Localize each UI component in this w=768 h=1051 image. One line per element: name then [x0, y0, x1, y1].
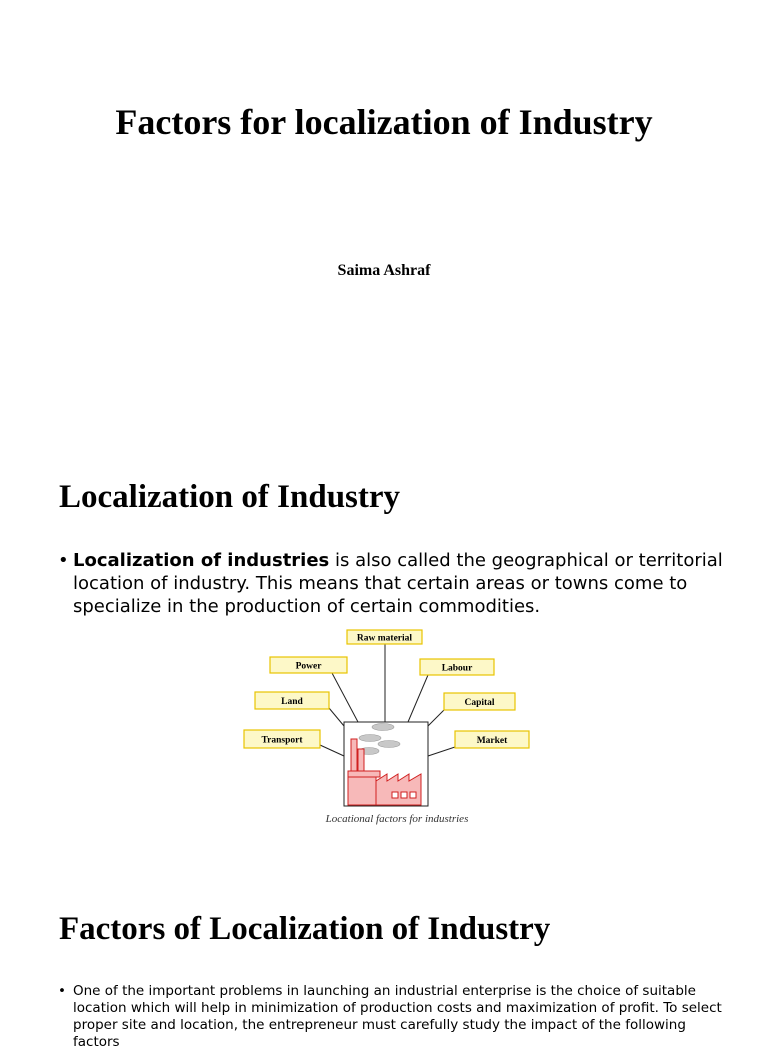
bullet-point: [58, 983, 733, 1051]
bullet-icon: •: [58, 550, 69, 571]
connector-transport: [320, 745, 344, 756]
label-transport: Transport: [261, 735, 303, 746]
label-capital: Capital: [464, 698, 495, 708]
slide-heading: Localization of Industry: [59, 479, 401, 515]
locational-factors-diagram: [240, 628, 540, 830]
connector-power: [332, 673, 358, 722]
bullet-bold-term: Localization of industries: [73, 550, 330, 571]
slide-heading: Factors of Localization of Industry: [59, 911, 551, 947]
connector-land: [329, 708, 344, 726]
title-slide: [0, 0, 768, 432]
smoke-cloud-icon: [372, 724, 394, 731]
bullet-point: [58, 549, 733, 618]
bullet-text: One of the important problems in launching an industrial enterprise is the choice of suitable location which will help in minimization of production costs and maximization of profit. To select proper site and location, the entrepreneur must carefully study the impact of the following factors: [73, 983, 722, 1050]
author-name: Saima Ashraf: [337, 262, 431, 279]
localization-slide: [0, 432, 768, 864]
presentation-title: Factors for localization of Industry: [115, 102, 653, 142]
smoke-cloud-icon: [359, 735, 381, 742]
label-power: Power: [295, 661, 322, 672]
factors-slide: [0, 864, 768, 1050]
label-land: Land: [281, 697, 303, 707]
smoke-cloud-icon: [378, 741, 400, 748]
bullet-icon: •: [58, 983, 66, 999]
connector-capital: [428, 710, 444, 726]
connector-labour: [408, 675, 428, 722]
diagram-caption: Locational factors for industries: [325, 813, 469, 825]
connector-market: [428, 747, 455, 756]
label-raw-material: Raw material: [356, 633, 413, 644]
label-labour: Labour: [441, 663, 473, 674]
bullet-text: is also called the geographical or territorial location of industry. This means that certain areas or towns come to specialize in the production of certain commodities.: [73, 550, 723, 617]
label-market: Market: [476, 736, 508, 746]
